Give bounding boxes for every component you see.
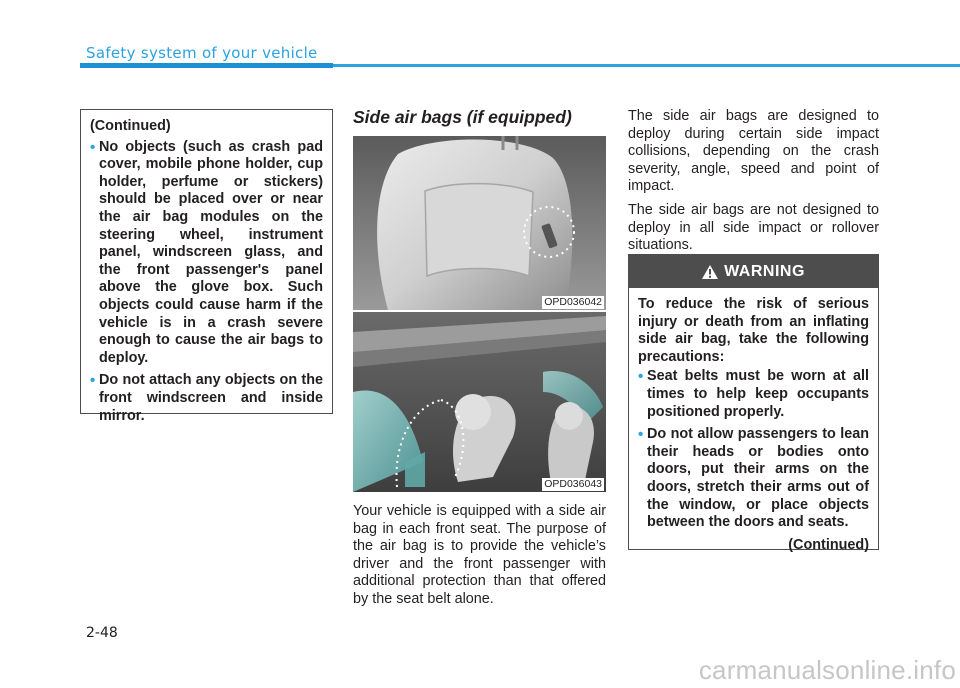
warning-intro: To reduce the risk of serious injury or death from an inflating side air bag, take the following precautions:: [638, 296, 869, 365]
seat-airbag-image: [353, 136, 606, 310]
side-airbag-deployment-image: [353, 312, 606, 492]
bullet-dot-icon: •: [90, 138, 96, 156]
caution-bullet: [90, 139, 323, 368]
seat-airbag-illustration: [353, 136, 606, 310]
section-body-text: Your vehicle is equipped with a side air bag in each front seat. The purpose of the air bag is to provide the vehicle’s driver and the front passenger with additional protection than that offered by the seat belt alone.: [353, 503, 606, 607]
right-column-text: [628, 108, 879, 261]
caution-bullet: [90, 372, 323, 425]
bullet-dot-icon: •: [90, 372, 96, 390]
caution-box: [80, 109, 333, 424]
caution-bullet-text: No objects (such as crash pad cover, mobile phone holder, cup holder, perfume or stickers) should be placed over or near the air bag modules on the steering wheel, instrument panel, windscreen glass, and the front passenger's panel above the glove box. Such objects could cause harm if the vehicle is in a crash severe enough to cause the air bags to deploy.: [99, 138, 323, 366]
watermark: carmanualsonline.info: [698, 655, 956, 685]
warning-bullet-text: Seat belts must be worn at all times to help keep occupants positioned properly.: [647, 368, 869, 420]
warning-box: [628, 254, 879, 553]
warning-header: [629, 255, 878, 288]
warning-bullet-text: Do not allow passengers to lean their heads or bodies onto doors, put their arms on the doors, stretch their arms out of the window, or place objects between the doors and seats.: [647, 426, 869, 531]
caution-heading: (Continued): [90, 118, 171, 134]
section-title: Side air bags (if equipped): [353, 107, 572, 127]
warning-continued: (Continued): [788, 536, 869, 553]
caution-bullet-text: Do not attach any objects on the front windscreen and inside mirror.: [99, 372, 323, 424]
figure-caption: OPD036043: [544, 478, 602, 490]
warning-bullet: [638, 368, 869, 421]
paragraph: The side air bags are not designed to deploy in all side impact or rollover situations.: [628, 201, 879, 254]
page-number: 2-48: [86, 625, 118, 641]
section-header-title: Safety system of your vehicle: [86, 44, 318, 62]
bullet-dot-icon: •: [638, 368, 644, 386]
warning-body: [629, 288, 878, 554]
warning-bullet: [638, 426, 869, 532]
header-rule-accent: [80, 63, 333, 68]
figure-caption: OPD036042: [544, 296, 602, 308]
warning-triangle-icon: [702, 265, 718, 279]
warning-title: WARNING: [724, 262, 805, 280]
side-airbag-deployment-illustration: [353, 312, 606, 492]
bullet-dot-icon: •: [638, 426, 644, 444]
paragraph: The side air bags are designed to deploy during certain side impact collisions, depending on the crash severity, angle, speed and point of impact.: [628, 108, 879, 195]
